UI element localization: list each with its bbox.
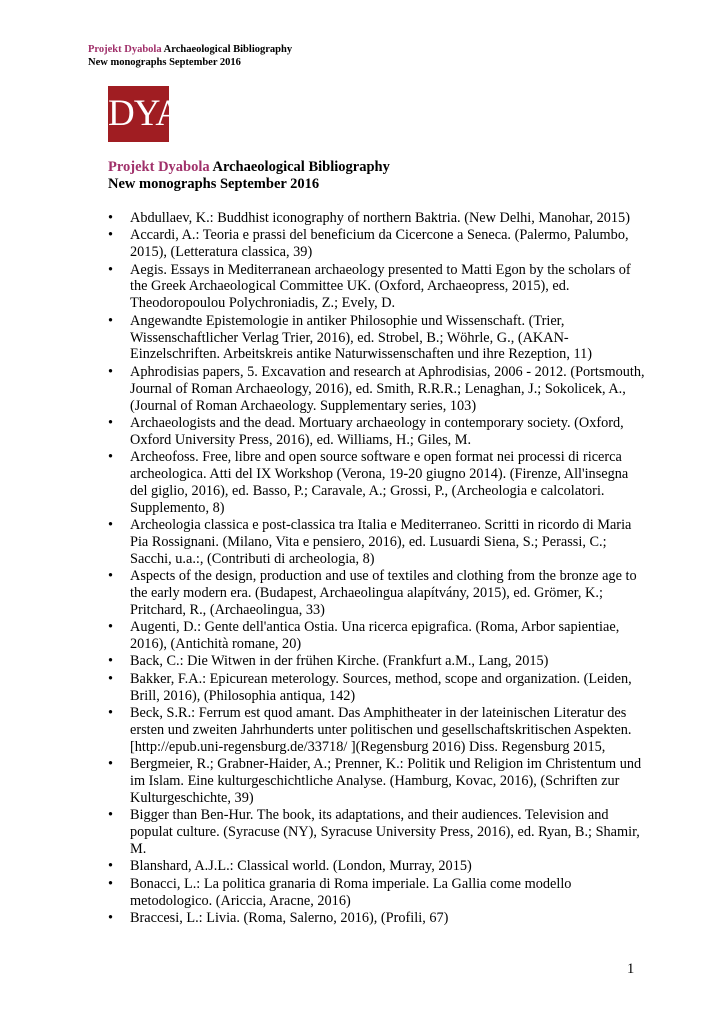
heading-title-rest: Archaeological Bibliography xyxy=(212,159,390,175)
heading-project: Projekt Dyabola xyxy=(108,159,210,175)
bibliography-entry: • Archeologia classica e post-classica tra Italia e Mediterraneo. Scritti in ricordo di Maria Pia Rossignani. (Milano, Vita e pensiero, 2016), ed. Lusuardi Siena, S.; Perassi, C.; Sacchi, u.a.:, (Contributi di archeologia, 8) xyxy=(108,517,648,568)
bibliography-entry: • Angewandte Epistemologie in antiker Philosophie und Wissenschaft. (Trier, Wissenschaftlicher Verlag Trier, 2016), ed. Strobel, B.; Wöhrle, G., (AKAN-Einzelschriften. Arbeitskreis antike Naturwissenschaften und ihre Rezeption, 11) xyxy=(108,313,648,364)
bibliography-entry: • Bakker, F.A.: Epicurean meterology. Sources, method, scope and organization. (Leiden, Brill, 2016), (Philosophia antiqua, 142) xyxy=(108,671,648,705)
running-header-subtitle: New monographs September 2016 xyxy=(88,57,241,68)
running-header-title-rest: Archaeological Bibliography xyxy=(163,44,293,55)
document-heading xyxy=(108,159,390,193)
bibliography-entry: • Archeofoss. Free, libre and open source software e open format nei processi di ricerca archeologica. Atti del IX Workshop (Verona, 19-20 giugno 2014). (Firenze, All'insegna del giglio, 2016), ed. Basso, P.; Caravale, A.; Grossi, P., (Archeologia e calcolatori. Supplemento, 8) xyxy=(108,449,648,517)
bibliography-entry: • Back, C.: Die Witwen in der frühen Kirche. (Frankfurt a.M., Lang, 2015) xyxy=(108,653,648,670)
bibliography-entry: • Augenti, D.: Gente dell'antica Ostia. Una ricerca epigrafica. (Roma, Arbor sapientiae, 2016), (Antichità romane, 20) xyxy=(108,619,648,653)
bibliography-list xyxy=(108,210,648,927)
heading-title xyxy=(108,159,390,176)
bibliography-entry: • Abdullaev, K.: Buddhist iconography of northern Baktria. (New Delhi, Manohar, 2015) xyxy=(108,210,648,227)
bibliography-entry: • Bergmeier, R.; Grabner-Haider, A.; Prenner, K.: Politik und Religion im Christentum und im Islam. Eine kulturgeschichtliche Analyse. (Hamburg, Kovac, 2016), (Schriften zur Kulturgeschichte, 39) xyxy=(108,756,648,807)
bibliography-entry: • Accardi, A.: Teoria e prassi del beneficium da Cicercone a Seneca. (Palermo, Palumbo, 2015), (Letteratura classica, 39) xyxy=(108,227,648,261)
running-header-title xyxy=(88,43,292,56)
bibliography-entry: • Blanshard, A.J.L.: Classical world. (London, Murray, 2015) xyxy=(108,858,648,875)
bibliography-entry: • Beck, S.R.: Ferrum est quod amant. Das Amphitheater in der lateinischen Literatur des ersten und zweiten Jahrhunderts unter politischen und gesellschaftskritischen Aspekten. [http://epub.uni-regensburg.de/33718/ ](Regensburg 2016) Diss. Regensburg 2015, xyxy=(108,705,648,756)
heading-subtitle: New monographs September 2016 xyxy=(108,176,320,192)
dyabola-logo: DYA xyxy=(108,86,169,142)
bibliography-entry: • Aegis. Essays in Mediterranean archaeology presented to Matti Egon by the scholars of the Greek Archaeological Committee UK. (Oxford, Archaeopress, 2015), ed. Theodoropoulou Polychroniadis, Z.; Evely, D. xyxy=(108,262,648,313)
running-header xyxy=(88,43,292,69)
bibliography-entry: • Braccesi, L.: Livia. (Roma, Salerno, 2016), (Profili, 67) xyxy=(108,910,648,927)
bibliography-entry: • Bigger than Ben-Hur. The book, its adaptations, and their audiences. Television and populat culture. (Syracuse (NY), Syracuse University Press, 2016), ed. Ryan, B.; Shamir, M. xyxy=(108,807,648,858)
page-number: 1 xyxy=(627,961,635,977)
bibliography-entry: • Aspects of the design, production and use of textiles and clothing from the bronze age to the early modern era. (Budapest, Archaeolingua alapítvány, 2015), ed. Grömer, K.; Pritchard, R., (Archaeolingua, 33) xyxy=(108,568,648,619)
bibliography-entry: • Aphrodisias papers, 5. Excavation and research at Aphrodisias, 2006 - 2012. (Portsmouth, Journal of Roman Archaeology, 2016), ed. Smith, R.R.R.; Lenaghan, J.; Sokolicek, A., (Journal of Roman Archaeology. Supplementary series, 103) xyxy=(108,364,648,415)
bibliography-entry: • Archaeologists and the dead. Mortuary archaeology in contemporary society. (Oxford, Oxford University Press, 2016), ed. Williams, H.; Giles, M. xyxy=(108,415,648,449)
running-header-project: Projekt Dyabola xyxy=(88,44,162,55)
bibliography-entry: • Bonacci, L.: La politica granaria di Roma imperiale. La Gallia come modello metodologico. (Ariccia, Aracne, 2016) xyxy=(108,876,648,910)
